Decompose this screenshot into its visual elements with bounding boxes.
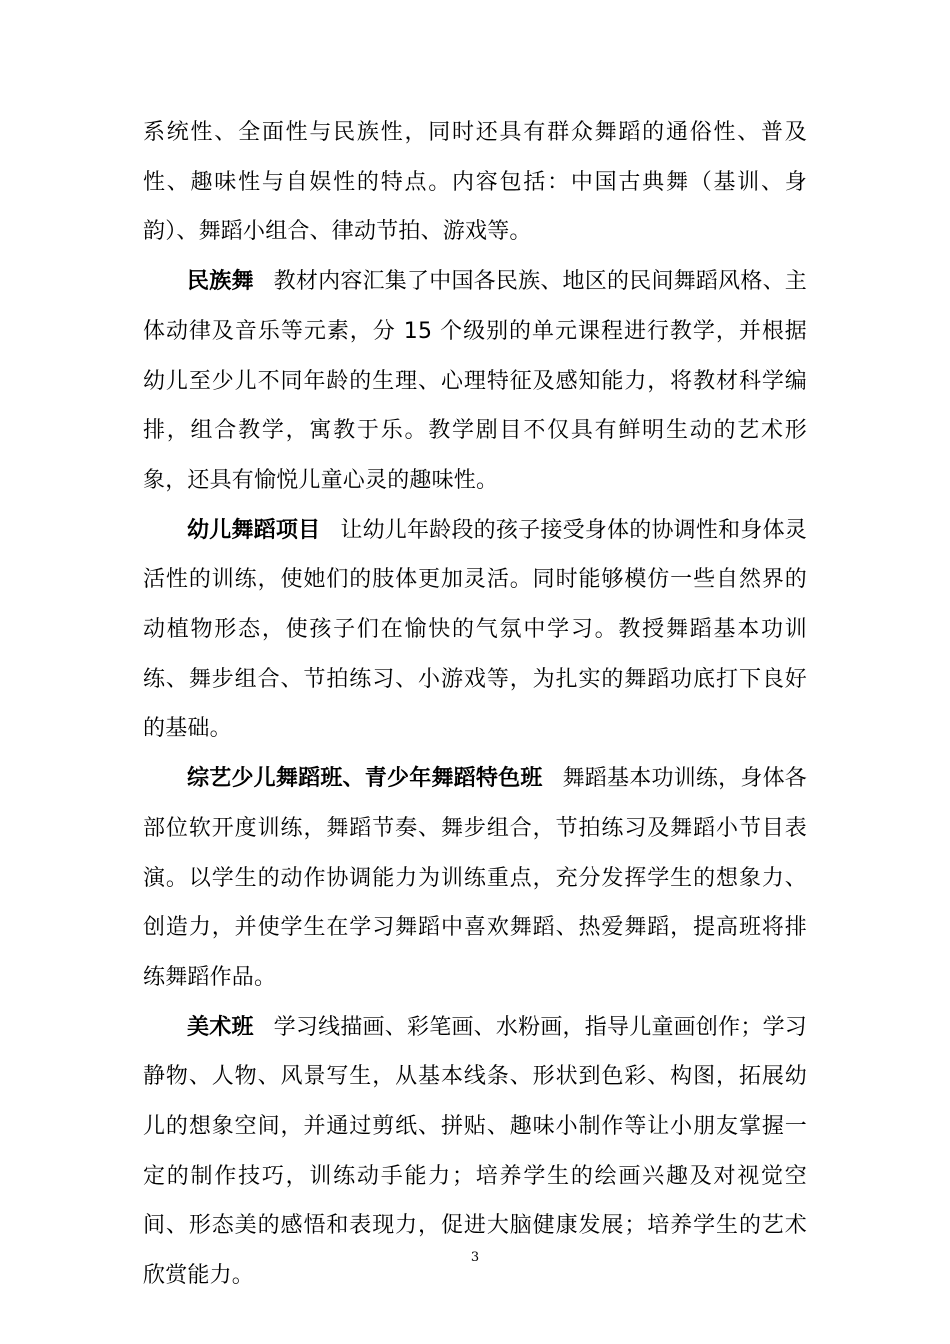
- section-heading: 美术班: [187, 1014, 254, 1040]
- section-toddler-dance: [143, 506, 807, 755]
- section-heading: 综艺少儿舞蹈班、青少年舞蹈特色班: [187, 766, 543, 792]
- continuation-paragraph: 系统性、全面性与民族性，同时还具有群众舞蹈的通俗性、普及性、趣味性与自娱性的特点。内容包括：中国古典舞（基训、身韵）、舞蹈小组合、律动节拍、游戏等。: [143, 120, 807, 245]
- section-heading: 幼儿舞蹈项目: [187, 517, 321, 543]
- page-number: 3: [470, 1250, 480, 1265]
- section-ethnic-dance: [143, 257, 807, 506]
- section-body: 舞蹈基本功训练，身体各部位软开度训练，舞蹈节奏、舞步组合，节拍练习及舞蹈小节目表演。以学生的动作协调能力为训练重点，充分发挥学生的想象力、创造力，并使学生在学习舞蹈中喜欢舞蹈、热爱舞蹈，提高班将排练舞蹈作品。: [143, 766, 808, 990]
- section-body: 让幼儿年龄段的孩子接受身体的协调性和身体灵活性的训练，使她们的肢体更加灵活。同时能够模仿一些自然界的动植物形态，使孩子们在愉快的气氛中学习。教授舞蹈基本功训练、舞步组合、节拍练习、小游戏等，为扎实的舞蹈功底打下良好的基础。: [143, 517, 808, 742]
- section-heading: 民族舞: [187, 269, 254, 295]
- section-body: 教材内容汇集了中国各民族、地区的民间舞蹈风格、主体动律及音乐等元素，分 15 个级别的单元课程进行教学，并根据幼儿至少儿不同年龄的生理、心理特征及感知能力，将教材科学编排，组合教学，寓教于乐。教学剧目不仅具有鲜明生动的艺术形象，还具有愉悦儿童心灵的趣味性。: [143, 269, 807, 493]
- section-variety-dance: [143, 754, 807, 1003]
- section-body: 学习线描画、彩笔画、水粉画，指导儿童画创作；学习静物、人物、风景写生，从基本线条、形状到色彩、构图，拓展幼儿的想象空间，并通过剪纸、拼贴、趣味小制作等让小朋友掌握一定的制作技巧，训练动手能力；培养学生的绘画兴趣及对视觉空间、形态美的感悟和表现力，促进大脑健康发展；培养学生的艺术欣赏能力。: [143, 1014, 807, 1289]
- body-text: [143, 108, 807, 1301]
